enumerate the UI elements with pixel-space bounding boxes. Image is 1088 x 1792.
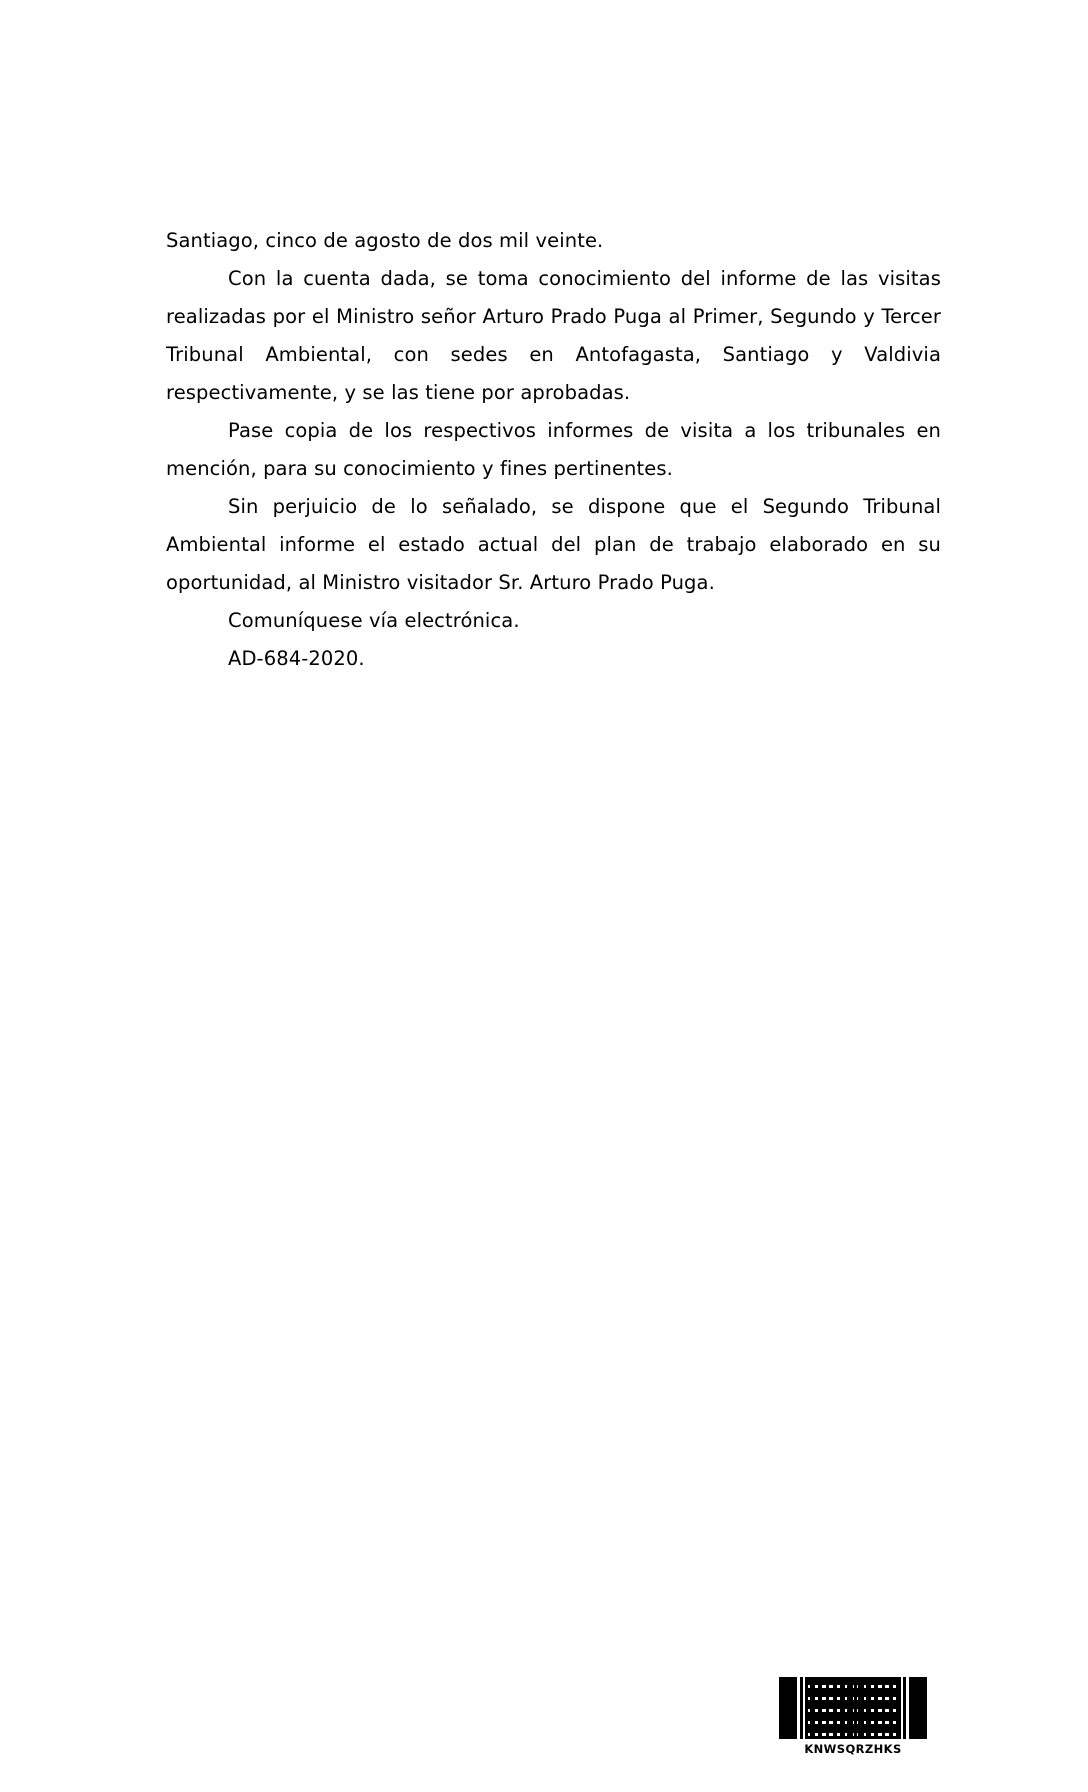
- paragraph-2: Pase copia de los respectivos informes de visita a los tribunales en mención, para su conocimiento y fines pertinentes.: [166, 419, 941, 480]
- barcode-matrix-icon: [805, 1677, 901, 1739]
- barcode-block: [779, 1677, 927, 1755]
- paragraph-3: Sin perjuicio de lo señalado, se dispone que el Segundo Tribunal Ambiental informe el estado actual del plan de trabajo elaborado en su oportunidad, al Ministro visitador Sr. Arturo Prado Puga.: [166, 495, 941, 594]
- document-body: [166, 222, 941, 678]
- barcode-graphic: [779, 1677, 927, 1739]
- paragraph-1: Con la cuenta dada, se toma conocimiento del informe de las visitas realizadas por el Ministro señor Arturo Prado Puga al Primer, Segundo y Tercer Tribunal Ambiental, con sedes en Antofagasta, Santiago y Valdivia respectivamente, y se las tiene por aprobadas.: [166, 267, 941, 404]
- paragraph-4: Comuníquese vía electrónica.: [228, 609, 520, 632]
- barcode-right-guard: [909, 1677, 927, 1739]
- barcode-left-guard: [779, 1677, 797, 1739]
- place-date-line: Santiago, cinco de agosto de dos mil veinte.: [166, 229, 604, 252]
- case-number: AD-684-2020.: [228, 647, 365, 670]
- barcode-caption: KNWSQRZHKS: [804, 1742, 902, 1756]
